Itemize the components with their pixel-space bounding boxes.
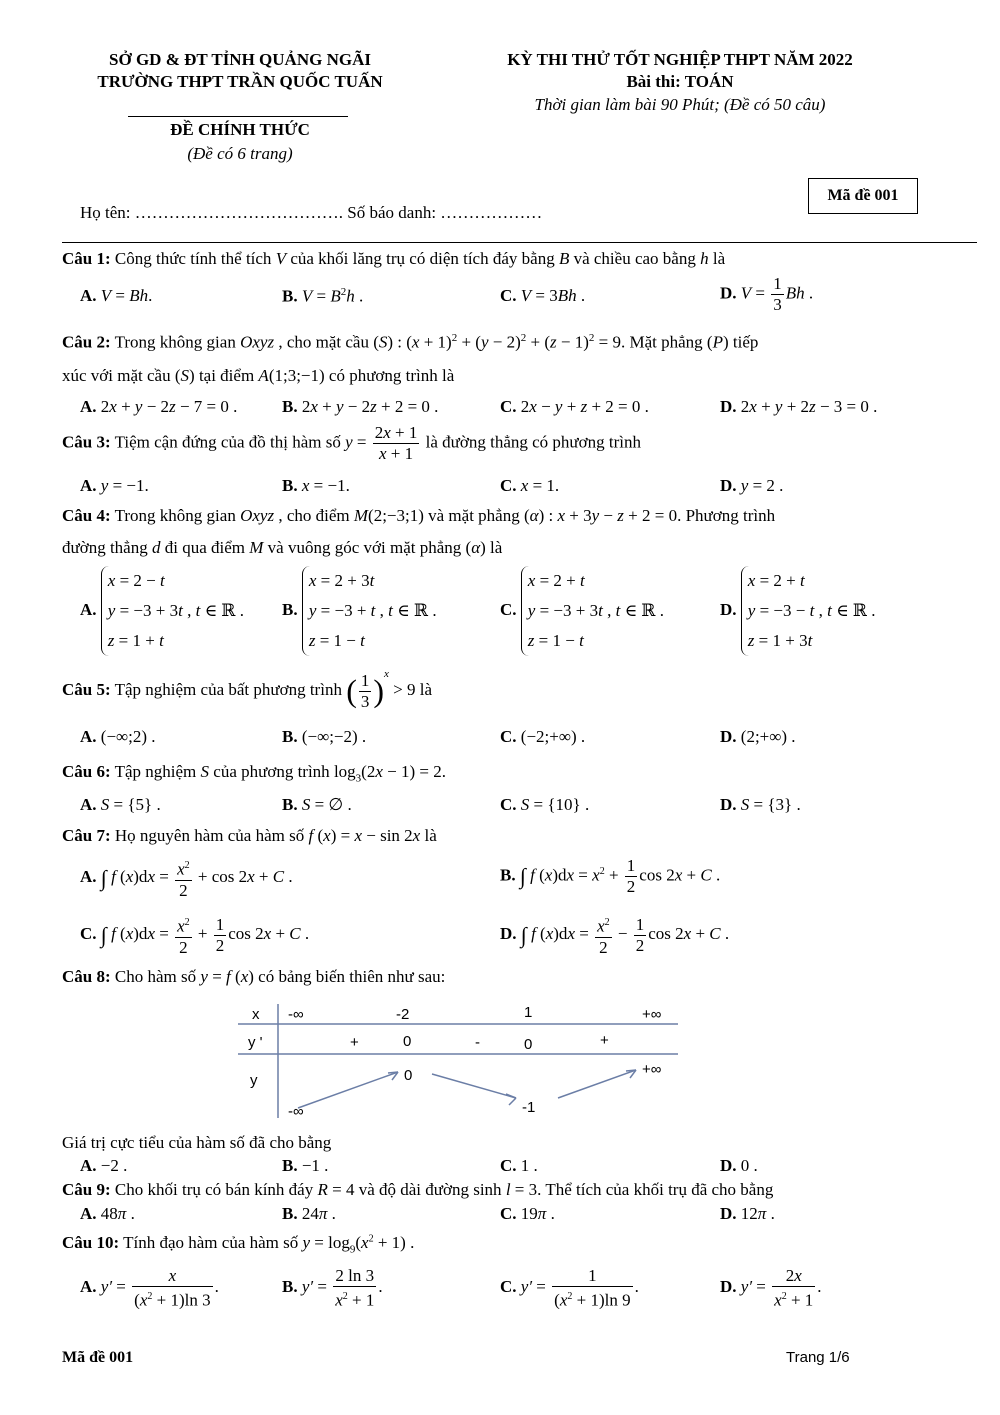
q5-option-d[interactable]: D. (2;+∞) . [720, 727, 796, 746]
q2-option-b[interactable]: B. 2x + y − 2z + 2 = 0 . [282, 397, 439, 416]
dept-name: SỞ GD & ĐT TỈNH QUẢNG NGÃI [109, 50, 371, 69]
exam-subject: Bài thi: TOÁN [626, 72, 734, 91]
q1-option-a[interactable]: A. V = Bh. [80, 286, 153, 305]
q8-option-d[interactable]: D. 0 . [720, 1156, 758, 1175]
q6-option-a[interactable]: A. S = {5} . [80, 795, 161, 814]
y-label: y [250, 1072, 258, 1089]
question-7: Câu 7: Họ nguyên hàm của hàm số f (x) = x − sin 2x là [62, 826, 437, 845]
q2-option-d[interactable]: D. 2x + y + 2z − 3 = 0 . [720, 397, 878, 416]
q9-option-d[interactable]: D. 12π . [720, 1204, 775, 1223]
q4-option-d[interactable]: D. x = 2 + t y = −3 − t , t ∈ ℝ . z = 1 + 3t [720, 566, 876, 656]
q1-option-d[interactable]: D. V = $\frac{1}{3}$ Bh . [720, 274, 814, 314]
x-value: +∞ [642, 1006, 662, 1023]
q9-option-b[interactable]: B. 24π . [282, 1204, 336, 1223]
header-rule [62, 242, 977, 243]
q1-option-c[interactable]: C. V = 3Bh . [500, 286, 586, 305]
q10-option-c[interactable]: C. y′ = $\frac{1}{(x^2 + 1)\ln 9}$ . [500, 1266, 639, 1310]
q4-option-b[interactable]: B. x = 2 + 3t y = −3 + t , t ∈ ℝ . z = 1 − t [282, 566, 437, 656]
q4-option-c[interactable]: C. x = 2 + t y = −3 + 3t , t ∈ ℝ . z = 1 − t [500, 566, 664, 656]
yp-sign: + [600, 1032, 609, 1049]
question-2: Câu 2: Trong không gian Oxyz , cho mặt cầu (S) : $(x + 1)^2 + (y - 2)^2 + (z - 1)^2 = 9$. Mặt phẳng (P) tiếp [62, 332, 759, 352]
q3-option-d[interactable]: D. y = 2 . [720, 476, 784, 495]
question-6: Câu 6: Tập nghiệm S của phương trình $\log_3(2x - 1) = 2$. [62, 762, 446, 785]
time-note: Thời gian làm bài 90 Phút; (Đề có 50 câu) [534, 95, 826, 114]
question-10: Câu 10: Tính đạo hàm của hàm số $y = \log_9(x^2 + 1)$ . [62, 1233, 415, 1256]
q3-option-b[interactable]: B. x = −1. [282, 476, 350, 495]
q10-option-a[interactable]: A. y′ = $\frac{x}{(x^2 + 1)\ln 3}$ . [80, 1266, 219, 1310]
q3-option-c[interactable]: C. x = 1. [500, 476, 560, 495]
arrow-up-1 [298, 1072, 398, 1108]
q8-option-a[interactable]: A. −2 . [80, 1156, 128, 1175]
footer-code: Mã đề 001 [62, 1349, 134, 1366]
arrow-up-2 [558, 1070, 636, 1098]
q10-option-d[interactable]: D. y′ = $\frac{2x}{x^2 + 1}$ . [720, 1266, 822, 1310]
y-value: +∞ [642, 1061, 662, 1078]
question-9: Câu 9: Cho khối trụ có bán kính đáy R = 4 và độ dài đường sinh l = 3. Thể tích của khối trụ đã cho bằng [62, 1180, 774, 1199]
q3-option-a[interactable]: A. y = −1. [80, 476, 149, 495]
x-value: -∞ [288, 1006, 304, 1023]
yp-zero: 0 [403, 1033, 412, 1050]
question-5: Câu 5: Tập nghiệm của bất phương trình ( $\frac{1}{3}$ )$^x$ > 9 là [62, 668, 433, 711]
q10-option-b[interactable]: B. y′ = $\frac{2 \ln 3}{x^2 + 1}$ . [282, 1266, 383, 1310]
y-value: 0 [404, 1067, 413, 1084]
y-value: -1 [522, 1099, 536, 1116]
variation-table [232, 1000, 682, 1122]
q9-option-a[interactable]: A. 48π . [80, 1204, 135, 1223]
q6-option-d[interactable]: D. S = {3} . [720, 795, 801, 814]
q8-option-b[interactable]: B. −1 . [282, 1156, 329, 1175]
exam-code-box: Mã đề 001 [808, 178, 918, 214]
q9-option-c[interactable]: C. 19π . [500, 1204, 555, 1223]
question-8: Câu 8: Cho hàm số y = f (x) có bảng biến thiên như sau: [62, 967, 446, 986]
x-label: x [252, 1006, 260, 1023]
question-4-line2: đường thẳng d đi qua điểm M và vuông góc với mặt phẳng (α) là [62, 538, 503, 557]
q7-option-b[interactable]: B. ∫ f $(x)dx = x^2$ + $\frac{1}{2}$ cos 2x + C . [500, 856, 721, 896]
footer-page: Trang 1/6 [786, 1349, 850, 1366]
yp-sign: + [350, 1034, 359, 1051]
q6-option-c[interactable]: C. S = {10} . [500, 795, 590, 814]
q7-option-d[interactable]: D. ∫ f (x)dx = $\frac{x^2}{2}$ − $\frac{1}{2}$ cos 2x + C . [500, 914, 730, 957]
arrow-down [432, 1074, 516, 1098]
q8-option-c[interactable]: C. 1 . [500, 1156, 538, 1175]
q6-option-b[interactable]: B. S = ∅ . [282, 795, 352, 814]
exam-title: KỲ THI THỬ TỐT NGHIỆP THPT NĂM 2022 [507, 50, 853, 69]
q7-option-c[interactable]: C. ∫ f (x)dx = $\frac{x^2}{2}$ + $\frac{1}{2}$ cos 2x + C . [80, 914, 310, 957]
question-label: Câu 1: [62, 249, 111, 268]
q5-option-c[interactable]: C. (−2;+∞) . [500, 727, 586, 746]
header-divider [128, 116, 348, 117]
pages-note: (Đề có 6 trang) [187, 144, 293, 163]
y-value: -∞ [288, 1103, 304, 1120]
q1-option-b[interactable]: B. $V = B^2h$ . [282, 286, 364, 306]
question-4: Câu 4: Trong không gian Oxyz , cho điểm M(2;−3;1) và mặt phẳng (α) : x + 3y − z + 2 = 0. Phương trình [62, 506, 776, 525]
q5-option-b[interactable]: B. (−∞;−2) . [282, 727, 367, 746]
x-value: -2 [396, 1006, 410, 1023]
question-3: Câu 3: Tiệm cận đứng của đồ thị hàm số y = $\frac{2x + 1}{x + 1}$ là đường thẳng có phương trình [62, 423, 641, 463]
school-name: TRƯỜNG THPT TRẦN QUỐC TUẤN [97, 72, 383, 91]
official-label: ĐỀ CHÍNH THỨC [170, 120, 310, 139]
yp-sign: - [475, 1034, 480, 1051]
yp-zero: 0 [524, 1036, 533, 1053]
question-8-prompt: Giá trị cực tiểu của hàm số đã cho bằng [62, 1133, 332, 1152]
name-line: Họ tên: ………………………………. Số báo danh: ……………… [80, 203, 543, 222]
q4-option-a[interactable]: A. x = 2 − t y = −3 + 3t , t ∈ ℝ . z = 1 + t [80, 566, 244, 656]
x-value: 1 [524, 1004, 533, 1021]
yp-label: y ' [248, 1034, 263, 1051]
question-1: Câu 1: Công thức tính thể tích V của khối lăng trụ có diện tích đáy bằng B và chiều cao bằng h là [62, 249, 726, 268]
q2-option-c[interactable]: C. 2x − y + z + 2 = 0 . [500, 397, 649, 416]
question-2-line2: xúc với mặt cầu (S) tại điểm A(1;3;−1) có phương trình là [62, 366, 455, 385]
q5-option-a[interactable]: A. (−∞;2) . [80, 727, 156, 746]
q2-option-a[interactable]: A. 2x + y − 2z − 7 = 0 . [80, 397, 238, 416]
q7-option-a[interactable]: A. ∫ f (x)dx = $\frac{x^2}{2}$ + cos 2x + C . [80, 856, 293, 901]
